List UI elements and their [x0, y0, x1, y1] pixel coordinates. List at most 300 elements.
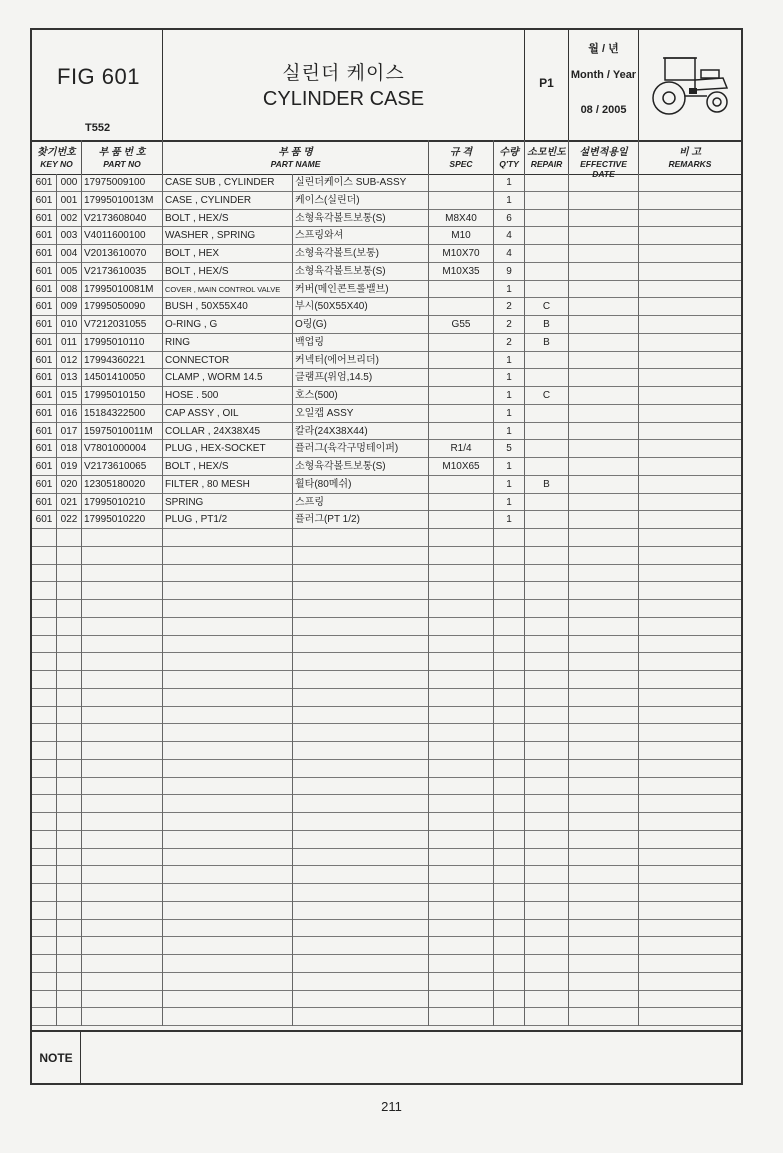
cell-spec — [429, 369, 494, 387]
cell-fig — [32, 813, 57, 831]
cell-part-name-en — [163, 973, 293, 991]
cell-fig — [32, 831, 57, 849]
cell-remarks — [639, 369, 741, 387]
cell-repair — [525, 795, 569, 813]
cell-remarks — [639, 707, 741, 725]
col-repair: 소모빈도 REPAIR — [525, 140, 569, 174]
fig-box — [32, 30, 163, 140]
cell-qty: 1 — [494, 369, 525, 387]
cell-remarks — [639, 565, 741, 583]
cell-part-name-ko — [293, 937, 429, 955]
cell-remarks — [639, 636, 741, 654]
table-row — [32, 263, 741, 281]
cell-part-no — [82, 529, 163, 547]
cell-qty: 1 — [494, 458, 525, 476]
cell-repair — [525, 565, 569, 583]
cell-spec — [429, 795, 494, 813]
cell-part-name-ko: 소형육각볼트보통(S) — [293, 263, 429, 281]
blank-row — [32, 707, 741, 725]
cell-qty: 2 — [494, 316, 525, 334]
cell-qty: 1 — [494, 511, 525, 529]
blank-row — [32, 689, 741, 707]
cell-repair — [525, 742, 569, 760]
cell-repair — [525, 813, 569, 831]
cell-effective-date — [569, 653, 639, 671]
blank-row — [32, 884, 741, 902]
cell-repair — [525, 778, 569, 796]
cell-part-name-en: SPRING — [163, 494, 293, 512]
cell-part-no — [82, 707, 163, 725]
cell-repair — [525, 405, 569, 423]
blank-row — [32, 653, 741, 671]
cell-part-no — [82, 600, 163, 618]
cell-remarks — [639, 866, 741, 884]
cell-repair — [525, 653, 569, 671]
blank-row — [32, 636, 741, 654]
cell-part-no: V4011600100 — [82, 227, 163, 245]
cell-remarks — [639, 210, 741, 228]
cell-remarks — [639, 316, 741, 334]
cell-key-no — [57, 671, 82, 689]
cell-remarks — [639, 405, 741, 423]
cell-part-no: 15975010011M — [82, 423, 163, 441]
cell-remarks — [639, 937, 741, 955]
cell-remarks — [639, 352, 741, 370]
cell-fig — [32, 760, 57, 778]
blank-row — [32, 920, 741, 938]
cell-qty: 1 — [494, 352, 525, 370]
blank-row — [32, 618, 741, 636]
cell-effective-date — [569, 636, 639, 654]
cell-part-no: 17975009100 — [82, 174, 163, 192]
cell-remarks — [639, 849, 741, 867]
table-row — [32, 476, 741, 494]
cell-part-name-en — [163, 582, 293, 600]
cell-remarks — [639, 582, 741, 600]
cell-part-no: 17995010210 — [82, 494, 163, 512]
cell-fig: 601 — [32, 227, 57, 245]
cell-repair — [525, 866, 569, 884]
cell-part-no — [82, 866, 163, 884]
page-number: 211 — [381, 1099, 402, 1114]
cell-fig: 601 — [32, 494, 57, 512]
cell-spec — [429, 884, 494, 902]
blank-row — [32, 600, 741, 618]
cell-effective-date — [569, 795, 639, 813]
cell-part-no: V7212031055 — [82, 316, 163, 334]
cell-fig — [32, 742, 57, 760]
cell-fig — [32, 689, 57, 707]
cell-repair — [525, 884, 569, 902]
cell-repair: B — [525, 334, 569, 352]
cell-part-no — [82, 937, 163, 955]
cell-part-name-en: BOLT , HEX/S — [163, 210, 293, 228]
cell-key-no — [57, 636, 82, 654]
cell-part-name-en — [163, 937, 293, 955]
cell-part-name-en — [163, 884, 293, 902]
cell-qty — [494, 778, 525, 796]
cell-effective-date — [569, 476, 639, 494]
cell-effective-date — [569, 511, 639, 529]
cell-remarks — [639, 689, 741, 707]
cell-part-name-en — [163, 991, 293, 1009]
cell-spec — [429, 991, 494, 1009]
date-box — [569, 30, 639, 140]
cell-part-no — [82, 582, 163, 600]
cell-qty — [494, 618, 525, 636]
cell-repair — [525, 671, 569, 689]
cell-key-no — [57, 529, 82, 547]
cell-spec: M10X35 — [429, 263, 494, 281]
model-code: T552 — [85, 122, 111, 134]
cell-key-no — [57, 955, 82, 973]
col-spec: 규 격 SPEC — [429, 140, 494, 174]
cell-effective-date — [569, 316, 639, 334]
cell-part-name-ko: 호스(500) — [293, 387, 429, 405]
cell-effective-date — [569, 920, 639, 938]
col-effective-date: 설변적용일 EFFECTIVE DATE — [569, 140, 639, 174]
revision-date: 08 / 2005 — [580, 104, 627, 116]
title-english: CYLINDER CASE — [262, 88, 425, 110]
cell-fig: 601 — [32, 511, 57, 529]
cell-fig — [32, 778, 57, 796]
cell-part-name-ko: O링(G) — [293, 316, 429, 334]
cell-part-name-ko: 백업링 — [293, 334, 429, 352]
cell-spec: G55 — [429, 316, 494, 334]
table-row — [32, 405, 741, 423]
cell-qty — [494, 529, 525, 547]
cell-spec: R1/4 — [429, 440, 494, 458]
cell-part-no: 17995010220 — [82, 511, 163, 529]
cell-remarks — [639, 600, 741, 618]
cell-part-name-en: CASE , CYLINDER — [163, 192, 293, 210]
col-qty: 수량 Q'TY — [494, 140, 525, 174]
cell-repair — [525, 440, 569, 458]
cell-qty: 1 — [494, 281, 525, 299]
cell-spec — [429, 778, 494, 796]
cell-remarks — [639, 281, 741, 299]
cell-part-name-ko — [293, 618, 429, 636]
cell-fig — [32, 991, 57, 1009]
cell-effective-date — [569, 547, 639, 565]
table-row — [32, 440, 741, 458]
cell-effective-date — [569, 618, 639, 636]
table-row — [32, 192, 741, 210]
cell-remarks — [639, 529, 741, 547]
cell-part-name-en: CONNECTOR — [163, 352, 293, 370]
cell-repair — [525, 831, 569, 849]
cell-effective-date — [569, 529, 639, 547]
cell-fig — [32, 724, 57, 742]
cell-part-name-en — [163, 955, 293, 973]
cell-effective-date — [569, 671, 639, 689]
blank-row — [32, 760, 741, 778]
cell-part-name-ko: 소형육각볼트보통(S) — [293, 210, 429, 228]
cell-part-name-en — [163, 760, 293, 778]
cell-key-no — [57, 937, 82, 955]
cell-key-no — [57, 689, 82, 707]
cell-key-no: 000 — [57, 174, 82, 192]
cell-effective-date — [569, 902, 639, 920]
cell-remarks — [639, 494, 741, 512]
cell-remarks — [639, 1008, 741, 1026]
cell-fig: 601 — [32, 352, 57, 370]
cell-effective-date — [569, 298, 639, 316]
cell-fig — [32, 973, 57, 991]
cell-fig — [32, 955, 57, 973]
cell-effective-date — [569, 1008, 639, 1026]
table-row — [32, 281, 741, 299]
cell-part-name-en: WASHER , SPRING — [163, 227, 293, 245]
blank-row — [32, 582, 741, 600]
sheet-header — [32, 30, 741, 142]
cell-part-name-en: CASE SUB , CYLINDER — [163, 174, 293, 192]
cell-spec — [429, 565, 494, 583]
cell-part-name-ko: 플러그(육각구멍테이퍼) — [293, 440, 429, 458]
cell-part-name-en: COLLAR , 24X38X45 — [163, 423, 293, 441]
cell-part-name-en: HOSE . 500 — [163, 387, 293, 405]
cell-fig — [32, 1008, 57, 1026]
cell-part-no: 14501410050 — [82, 369, 163, 387]
cell-key-no: 001 — [57, 192, 82, 210]
cell-repair — [525, 920, 569, 938]
cell-part-name-en — [163, 795, 293, 813]
cell-effective-date — [569, 565, 639, 583]
col-remarks: 비 고 REMARKS — [668, 147, 712, 169]
cell-key-no — [57, 600, 82, 618]
blank-row — [32, 724, 741, 742]
cell-qty: 5 — [494, 440, 525, 458]
cell-repair — [525, 263, 569, 281]
cell-part-name-en: PLUG , PT1/2 — [163, 511, 293, 529]
cell-part-name-en — [163, 689, 293, 707]
cell-part-name-en — [163, 565, 293, 583]
cell-effective-date — [569, 192, 639, 210]
cell-qty — [494, 955, 525, 973]
cell-part-name-ko: 오일캡 ASSY — [293, 405, 429, 423]
cell-spec — [429, 742, 494, 760]
cell-repair — [525, 192, 569, 210]
cell-repair — [525, 227, 569, 245]
cell-part-name-en — [163, 724, 293, 742]
title-box — [163, 30, 525, 140]
cell-fig — [32, 618, 57, 636]
cell-part-name-ko — [293, 1008, 429, 1026]
cell-key-no — [57, 778, 82, 796]
cell-part-no — [82, 618, 163, 636]
cell-spec — [429, 1008, 494, 1026]
cell-spec — [429, 707, 494, 725]
cell-remarks — [639, 831, 741, 849]
cell-repair — [525, 582, 569, 600]
cell-part-name-en — [163, 618, 293, 636]
cell-part-no — [82, 547, 163, 565]
cell-part-name-ko: 부시(50X55X40) — [293, 298, 429, 316]
cell-repair — [525, 369, 569, 387]
cell-qty — [494, 831, 525, 849]
cell-key-no — [57, 973, 82, 991]
cell-key-no — [57, 582, 82, 600]
cell-qty — [494, 849, 525, 867]
cell-spec — [429, 920, 494, 938]
cell-part-name-ko: 케이스(실린더) — [293, 192, 429, 210]
cell-part-no — [82, 653, 163, 671]
cell-fig: 601 — [32, 316, 57, 334]
cell-remarks — [639, 884, 741, 902]
blank-row — [32, 565, 741, 583]
cell-repair — [525, 618, 569, 636]
cell-qty — [494, 902, 525, 920]
cell-part-name-en: BUSH , 50X55X40 — [163, 298, 293, 316]
cell-effective-date — [569, 352, 639, 370]
cell-part-name-ko — [293, 991, 429, 1009]
cell-part-no — [82, 671, 163, 689]
cell-fig: 601 — [32, 405, 57, 423]
blank-row — [32, 849, 741, 867]
cell-fig: 601 — [32, 210, 57, 228]
cell-key-no: 019 — [57, 458, 82, 476]
cell-part-name-ko — [293, 565, 429, 583]
cell-effective-date — [569, 582, 639, 600]
cell-key-no — [57, 920, 82, 938]
cell-repair — [525, 760, 569, 778]
cell-effective-date — [569, 281, 639, 299]
cell-key-no — [57, 1008, 82, 1026]
cell-key-no: 016 — [57, 405, 82, 423]
cell-fig: 601 — [32, 192, 57, 210]
cell-qty: 1 — [494, 405, 525, 423]
blank-row — [32, 955, 741, 973]
cell-repair — [525, 689, 569, 707]
cell-qty: 1 — [494, 387, 525, 405]
blank-row — [32, 795, 741, 813]
cell-fig: 601 — [32, 298, 57, 316]
col-part-name: 부 품 명 PART NAME — [163, 140, 429, 174]
blank-row — [32, 547, 741, 565]
cell-part-no: 17995010013M — [82, 192, 163, 210]
cell-part-no — [82, 902, 163, 920]
cell-part-name-en — [163, 866, 293, 884]
cell-part-no: 17995010150 — [82, 387, 163, 405]
cell-spec — [429, 689, 494, 707]
cell-effective-date — [569, 423, 639, 441]
tractor-icon — [645, 48, 737, 118]
cell-fig — [32, 849, 57, 867]
cell-part-name-en: BOLT , HEX/S — [163, 263, 293, 281]
cell-part-name-ko — [293, 813, 429, 831]
cell-part-no — [82, 724, 163, 742]
cell-spec: M10X65 — [429, 458, 494, 476]
cell-fig: 601 — [32, 387, 57, 405]
cell-repair — [525, 210, 569, 228]
cell-remarks — [639, 653, 741, 671]
cell-remarks — [639, 795, 741, 813]
cell-part-no — [82, 831, 163, 849]
cell-repair: B — [525, 316, 569, 334]
blank-row — [32, 529, 741, 547]
cell-spec — [429, 600, 494, 618]
cell-key-no: 015 — [57, 387, 82, 405]
cell-key-no: 020 — [57, 476, 82, 494]
cell-effective-date — [569, 210, 639, 228]
blank-row — [32, 902, 741, 920]
cell-part-no — [82, 795, 163, 813]
cell-part-no — [82, 565, 163, 583]
cell-part-name-ko: 휠타(80메쉬) — [293, 476, 429, 494]
cell-qty: 1 — [494, 494, 525, 512]
cell-key-no — [57, 831, 82, 849]
cell-repair — [525, 902, 569, 920]
cell-key-no: 011 — [57, 334, 82, 352]
cell-key-no: 004 — [57, 245, 82, 263]
cell-key-no: 021 — [57, 494, 82, 512]
cell-repair — [525, 707, 569, 725]
cell-fig: 601 — [32, 423, 57, 441]
cell-part-name-ko — [293, 920, 429, 938]
cell-spec — [429, 671, 494, 689]
cell-fig: 601 — [32, 174, 57, 192]
cell-part-name-en — [163, 920, 293, 938]
cell-remarks — [639, 476, 741, 494]
cell-part-name-ko — [293, 547, 429, 565]
cell-part-name-ko: 플러그(PT 1/2) — [293, 511, 429, 529]
cell-part-name-ko: 커넥터(에어브리더) — [293, 352, 429, 370]
tractor-illustration-box — [639, 30, 741, 140]
table-row — [32, 245, 741, 263]
cell-part-name-ko: 커버(메인콘트롤밸브) — [293, 281, 429, 299]
cell-part-no — [82, 973, 163, 991]
cell-remarks — [639, 902, 741, 920]
cell-key-no — [57, 724, 82, 742]
cell-part-no: 17995050090 — [82, 298, 163, 316]
cell-part-name-ko — [293, 866, 429, 884]
blank-row — [32, 866, 741, 884]
cell-remarks — [639, 671, 741, 689]
cell-repair — [525, 511, 569, 529]
cell-effective-date — [569, 494, 639, 512]
cell-fig — [32, 653, 57, 671]
cell-part-no: 17994360221 — [82, 352, 163, 370]
cell-part-name-en: BOLT , HEX/S — [163, 458, 293, 476]
cell-part-name-ko — [293, 724, 429, 742]
cell-effective-date — [569, 937, 639, 955]
cell-qty — [494, 884, 525, 902]
cell-effective-date — [569, 831, 639, 849]
note-label: NOTE — [32, 1032, 81, 1085]
cell-part-name-ko: 칼라(24X38X44) — [293, 423, 429, 441]
cell-qty: 1 — [494, 192, 525, 210]
cell-remarks — [639, 263, 741, 281]
cell-part-name-ko: 스프링 — [293, 494, 429, 512]
cell-remarks — [639, 174, 741, 192]
blank-row — [32, 671, 741, 689]
cell-key-no: 005 — [57, 263, 82, 281]
cell-part-no: 12305180020 — [82, 476, 163, 494]
blank-row — [32, 991, 741, 1009]
title-korean: 실린더 케이스 — [282, 63, 405, 84]
cell-key-no: 002 — [57, 210, 82, 228]
cell-spec — [429, 760, 494, 778]
cell-effective-date — [569, 742, 639, 760]
cell-key-no — [57, 813, 82, 831]
cell-part-name-ko — [293, 778, 429, 796]
cell-part-no: V2173610035 — [82, 263, 163, 281]
cell-remarks — [639, 511, 741, 529]
cell-repair — [525, 529, 569, 547]
cell-qty — [494, 653, 525, 671]
cell-qty: 1 — [494, 423, 525, 441]
cell-key-no — [57, 653, 82, 671]
